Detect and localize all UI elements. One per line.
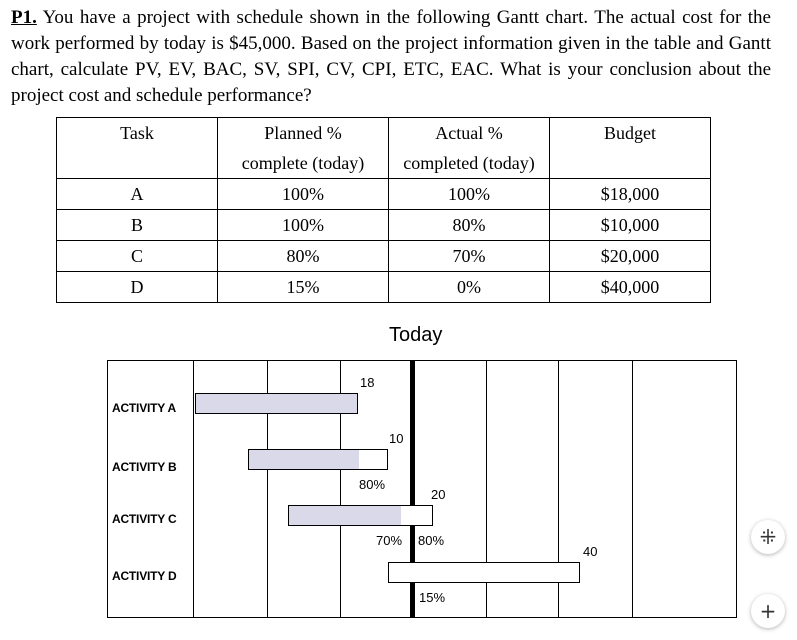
table-row: A 100% 100% $18,000 — [57, 179, 711, 210]
activity-b-percent: 80% — [359, 477, 386, 492]
activity-d-label: ACTIVITY D — [112, 569, 177, 583]
activity-c-fill — [289, 506, 401, 525]
activity-a-duration: 18 — [360, 375, 375, 390]
table-header-row — [57, 118, 711, 179]
grid-line — [632, 361, 633, 617]
activity-d-duration: 40 — [583, 544, 598, 559]
activity-b-duration: 10 — [389, 431, 404, 446]
problem-number: P1. — [11, 7, 37, 28]
activity-c-label: ACTIVITY C — [112, 512, 177, 526]
activity-a-label: ACTIVITY A — [112, 401, 177, 415]
activity-b-fill — [249, 450, 359, 469]
activity-d-percent: 15% — [419, 590, 446, 605]
problem-statement — [11, 5, 771, 109]
problem-text: You have a project with schedule shown in the following Gantt chart. The actual cost for the work performed by today is $45,000. Based on the project information given in the table and Gantt chart, calculate PV, EV, BAC, SV, SPI, CV, CPI, ETC, EAC. What is your conclusion about the project cost and schedule performance? — [11, 7, 771, 106]
collapse-button[interactable] — [751, 520, 785, 554]
activity-a-fill — [196, 394, 357, 413]
activity-d-bar — [388, 562, 580, 583]
zoom-in-button[interactable] — [751, 594, 785, 628]
project-table — [56, 117, 711, 303]
table-row: C 80% 70% $20,000 — [57, 241, 711, 272]
table-row: D 15% 0% $40,000 — [57, 272, 711, 303]
header-actual: Actual % completed (today) — [389, 118, 550, 179]
plus-icon: + — [759, 599, 777, 623]
activity-b-label: ACTIVITY B — [112, 460, 177, 474]
gantt-chart — [107, 360, 737, 618]
collapse-icon: ⁜ — [759, 525, 777, 549]
activity-c-planned-percent: 80% — [418, 533, 445, 548]
activity-c-actual-percent: 70% — [376, 533, 403, 548]
activity-c-duration: 20 — [431, 487, 446, 502]
header-task: Task — [57, 118, 218, 179]
activity-a-bar — [195, 393, 358, 414]
gantt-today-label: Today — [389, 324, 443, 346]
activity-c-bar — [288, 505, 433, 526]
activity-b-bar — [248, 449, 388, 470]
header-planned: Planned % complete (today) — [218, 118, 389, 179]
header-budget: Budget — [550, 118, 711, 179]
grid-line — [193, 361, 194, 617]
table-row: B 100% 80% $10,000 — [57, 210, 711, 241]
